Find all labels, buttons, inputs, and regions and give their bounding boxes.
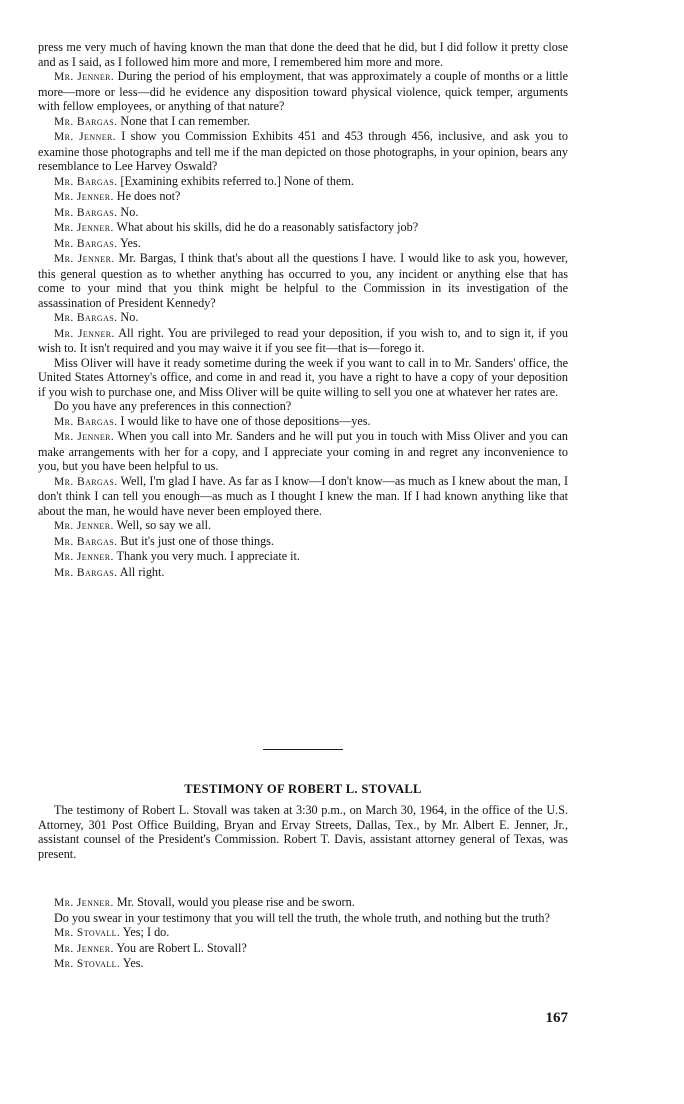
paragraph	[38, 326, 568, 356]
paragraph-text: Miss Oliver will have it ready sometime during the week if you want to call in to Mr. Sanders' office, the United States Attorney's office, and come in and read it, you have a right to have a copy of your deposition if you wish to purchase one, and Miss Oliver will be quite willing to sell you one at whatever her rates are.	[38, 355, 568, 399]
paragraph-text: I would like to have one of those depositions—yes.	[117, 413, 371, 428]
speaker-label: Mr. Jenner.	[54, 551, 114, 563]
paragraph-text: Mr. Stovall, would you please rise and be sworn.	[113, 895, 355, 909]
paragraph-text: Mr. Bargas, I think that's about all the questions I have. I would like to ask you, however, this general question as to whether anything has occurred to you, any incident or anything else that has come to your mind that you think might be helpful to the Commission in its investigation of the assassination of President Kennedy?	[38, 251, 568, 310]
paragraph	[38, 220, 568, 236]
speaker-label: Mr. Bargas.	[54, 415, 118, 428]
speaker-label: Mr. Bargas.	[54, 115, 118, 128]
speaker-label: Mr. Jenner.	[54, 327, 115, 340]
paragraph	[38, 205, 568, 221]
speaker-label: Mr. Jenner.	[54, 222, 114, 234]
paragraph	[38, 565, 568, 581]
speaker-label: Mr. Jenner.	[54, 131, 116, 143]
paragraph-text: Yes.	[117, 235, 141, 250]
page-number: 167	[545, 1010, 568, 1026]
paragraph-text: None that I can remember.	[117, 113, 251, 128]
speaker-label: Mr. Bargas.	[54, 206, 118, 219]
paragraph-text: press me very much of having known the man that done the deed that he did, but I did follow it pretty close and as I said, as I followed him more and more, I remembered him more and more.	[38, 40, 568, 69]
speaker-label: Mr. Bargas.	[54, 566, 118, 579]
speaker-label: Mr. Jenner.	[54, 253, 115, 265]
paragraph-text: No.	[117, 310, 139, 324]
paragraph	[38, 911, 568, 926]
speaker-label: Mr. Jenner.	[54, 942, 114, 955]
paragraph-text: All right. You are privileged to read your deposition, if you wish to, and to sign it, if you wish to. It isn't required and you may waive it if you see fit—that is—forego it.	[38, 325, 568, 355]
speaker-label: Mr. Bargas.	[54, 175, 118, 188]
paragraph-text: Yes; I do.	[120, 925, 170, 939]
paragraph	[38, 189, 568, 205]
paragraph-text: What about his skills, did he do a reasonably satisfactory job?	[113, 220, 419, 234]
paragraph	[38, 549, 568, 565]
paragraph	[38, 399, 568, 414]
paragraph	[38, 941, 568, 957]
paragraph	[38, 429, 568, 474]
paragraph-text: All right.	[117, 564, 165, 579]
speaker-label: Mr. Bargas.	[54, 312, 118, 324]
speaker-label: Mr. Bargas.	[54, 475, 118, 488]
paragraph	[38, 414, 568, 430]
paragraph	[38, 310, 568, 326]
paragraph-text: You are Robert L. Stovall?	[113, 940, 247, 955]
stovall-intro-text	[38, 803, 568, 861]
stovall-testimony-text	[38, 895, 568, 972]
paragraph-text: Well, I'm glad I have. As far as I know—I don't know—as much as I knew about the man, I don't think I can tell you enough—as much as I thought I knew the man. If I had known anything like that about the man, he would have never been employed there.	[38, 473, 569, 518]
speaker-label: Mr. Jenner.	[54, 191, 114, 203]
section-divider	[263, 749, 343, 750]
paragraph-text: Do you have any preferences in this connection?	[54, 399, 292, 413]
paragraph-text: Thank you very much. I appreciate it.	[113, 549, 300, 563]
paragraph	[38, 129, 568, 174]
paragraph	[38, 895, 568, 911]
speaker-label: Mr. Jenner.	[54, 897, 114, 909]
paragraph	[38, 69, 568, 114]
paragraph	[38, 925, 568, 941]
speaker-label: Mr. Jenner.	[54, 71, 115, 83]
speaker-label: Mr. Bargas.	[54, 237, 118, 250]
paragraph	[38, 534, 568, 550]
paragraph	[38, 40, 568, 69]
speaker-label: Mr. Stovall.	[54, 958, 121, 970]
paragraph-text: He does not?	[113, 189, 181, 203]
paragraph	[38, 356, 568, 400]
speaker-label: Mr. Jenner.	[54, 520, 114, 532]
paragraph-text: Well, so say we all.	[113, 518, 212, 532]
paragraph-text: [Examining exhibits referred to.] None of them.	[117, 173, 354, 188]
paragraph-text: Yes.	[120, 956, 144, 970]
paragraph-text: Do you swear in your testimony that you will tell the truth, the whole truth, and nothing but the truth?	[54, 910, 550, 925]
paragraph	[38, 174, 568, 190]
speaker-label: Mr. Stovall.	[54, 927, 121, 939]
section-heading: TESTIMONY OF ROBERT L. STOVALL	[184, 782, 422, 796]
paragraph	[38, 956, 568, 972]
paragraph-text: The testimony of Robert L. Stovall was taken at 3:30 p.m., on March 30, 1964, in the office of the U.S. Attorney, 301 Post Office Building, Bryan and Ervay Streets, Dallas, Tex., by Mr. Albert E. Jenner, Jr., assistant counsel of the President's Commission. Robert T. Davis, assistant attorney general of Texas, was present.	[38, 803, 568, 861]
paragraph-text: I show you Commission Exhibits 451 and 453 through 456, inclusive, and ask you to examine those photographs and tell me if the man depicted on those photographs, in your opinion, bears any resemblance to Lee Harvey Oswald?	[38, 129, 568, 173]
paragraph	[38, 114, 568, 130]
speaker-label: Mr. Jenner.	[54, 431, 115, 443]
paragraph	[38, 474, 568, 519]
paragraph	[38, 236, 568, 252]
paragraph-text: During the period of his employment, that was approximately a couple of months or a little more—more or less—did he evidence any disposition toward physical violence, quick temper, arguments with fellow employees, or anything of that nature?	[38, 69, 568, 113]
speaker-label: Mr. Bargas.	[54, 535, 118, 548]
bargas-testimony-text	[38, 40, 568, 580]
paragraph-text: No.	[117, 204, 139, 219]
paragraph-text: But it's just one of those things.	[117, 533, 274, 548]
paragraph	[38, 251, 568, 310]
paragraph	[38, 518, 568, 534]
paragraph-text: When you call into Mr. Sanders and he will put you in touch with Miss Oliver and you can make arrangements with her for a copy, and I appreciate your coming in and regret any inconvenience to you, but you have been helpful to us.	[38, 429, 568, 473]
paragraph	[38, 803, 568, 861]
